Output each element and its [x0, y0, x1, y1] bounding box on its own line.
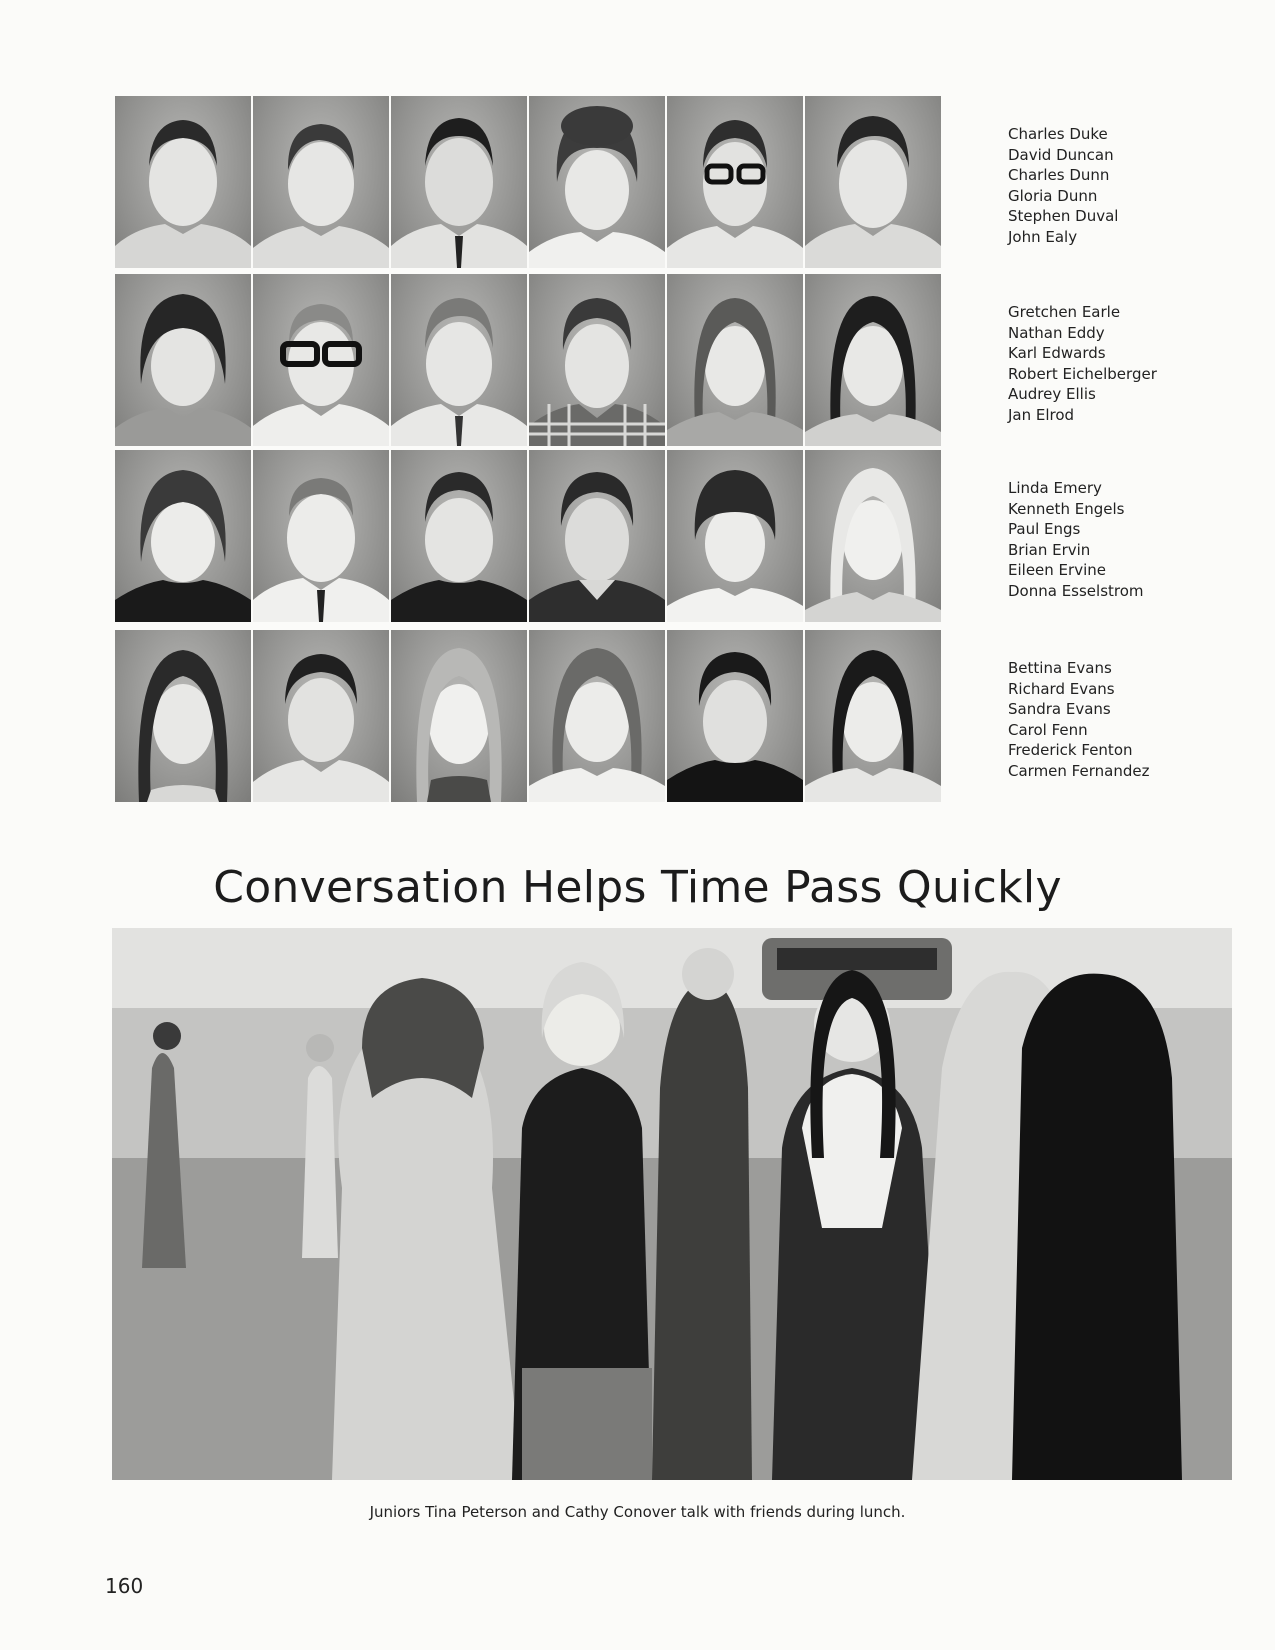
student-portrait	[391, 274, 527, 446]
student-name: Richard Evans	[1008, 679, 1115, 698]
student-portrait	[115, 96, 251, 268]
page-headline: Conversation Helps Time Pass Quickly	[213, 862, 1062, 913]
student-name: John Ealy	[1008, 227, 1078, 246]
page-number: 160	[105, 1574, 144, 1598]
student-portrait	[667, 274, 803, 446]
student-name: Bettina Evans	[1008, 659, 1112, 677]
student-name: Donna Esselstrom	[1008, 581, 1144, 600]
student-name: Charles Dunn	[1008, 166, 1110, 185]
student-portrait	[805, 96, 941, 268]
student-name: Carol Fenn	[1008, 720, 1088, 739]
student-portrait	[667, 630, 803, 802]
student-portrait	[253, 96, 389, 268]
student-portrait	[115, 630, 251, 802]
student-portrait	[529, 630, 665, 802]
student-name: Carmen Fernandez	[1008, 761, 1150, 780]
student-name: Brian Ervin	[1008, 540, 1091, 559]
student-name: Sandra Evans	[1008, 700, 1111, 719]
student-portrait	[253, 450, 389, 622]
student-portrait	[391, 450, 527, 622]
student-name: Gloria Dunn	[1008, 186, 1098, 205]
student-portrait	[115, 274, 251, 446]
student-portrait	[529, 274, 665, 446]
student-name: Paul Engs	[1008, 520, 1081, 539]
portrait-row	[115, 630, 1215, 802]
student-name: Gretchen Earle	[1008, 303, 1121, 321]
portrait-row	[115, 450, 1215, 622]
portrait-row	[115, 96, 1215, 268]
student-portrait	[253, 630, 389, 802]
student-name: Linda Emery	[1008, 479, 1102, 497]
student-portrait	[667, 450, 803, 622]
student-portrait	[805, 450, 941, 622]
student-portrait	[805, 274, 941, 446]
name-list	[1008, 658, 1208, 782]
student-portrait	[253, 274, 389, 446]
student-name: Karl Edwards	[1008, 344, 1106, 363]
student-name: Eileen Ervine	[1008, 561, 1106, 580]
student-portrait	[529, 96, 665, 268]
student-name: Charles Duke	[1008, 125, 1108, 143]
portrait-grid	[115, 96, 1215, 820]
student-name: Jan Elrod	[1008, 405, 1075, 424]
name-list	[1008, 124, 1208, 248]
candid-photo	[112, 928, 1232, 1480]
student-portrait	[667, 96, 803, 268]
student-portrait	[391, 96, 527, 268]
student-name: Nathan Eddy	[1008, 323, 1105, 342]
portrait-row	[115, 274, 1215, 446]
photo-caption: Juniors Tina Peterson and Cathy Conover talk with friends during lunch.	[369, 1503, 906, 1521]
student-name: Audrey Ellis	[1008, 385, 1096, 404]
student-portrait	[391, 630, 527, 802]
student-name: Robert Eichelberger	[1008, 364, 1157, 383]
student-name: Frederick Fenton	[1008, 741, 1133, 760]
student-portrait	[529, 450, 665, 622]
student-portrait	[805, 630, 941, 802]
name-list	[1008, 478, 1208, 602]
student-name: Kenneth Engels	[1008, 499, 1125, 518]
student-portrait	[115, 450, 251, 622]
student-name: Stephen Duval	[1008, 207, 1119, 226]
student-name: David Duncan	[1008, 145, 1114, 164]
name-list	[1008, 302, 1208, 426]
